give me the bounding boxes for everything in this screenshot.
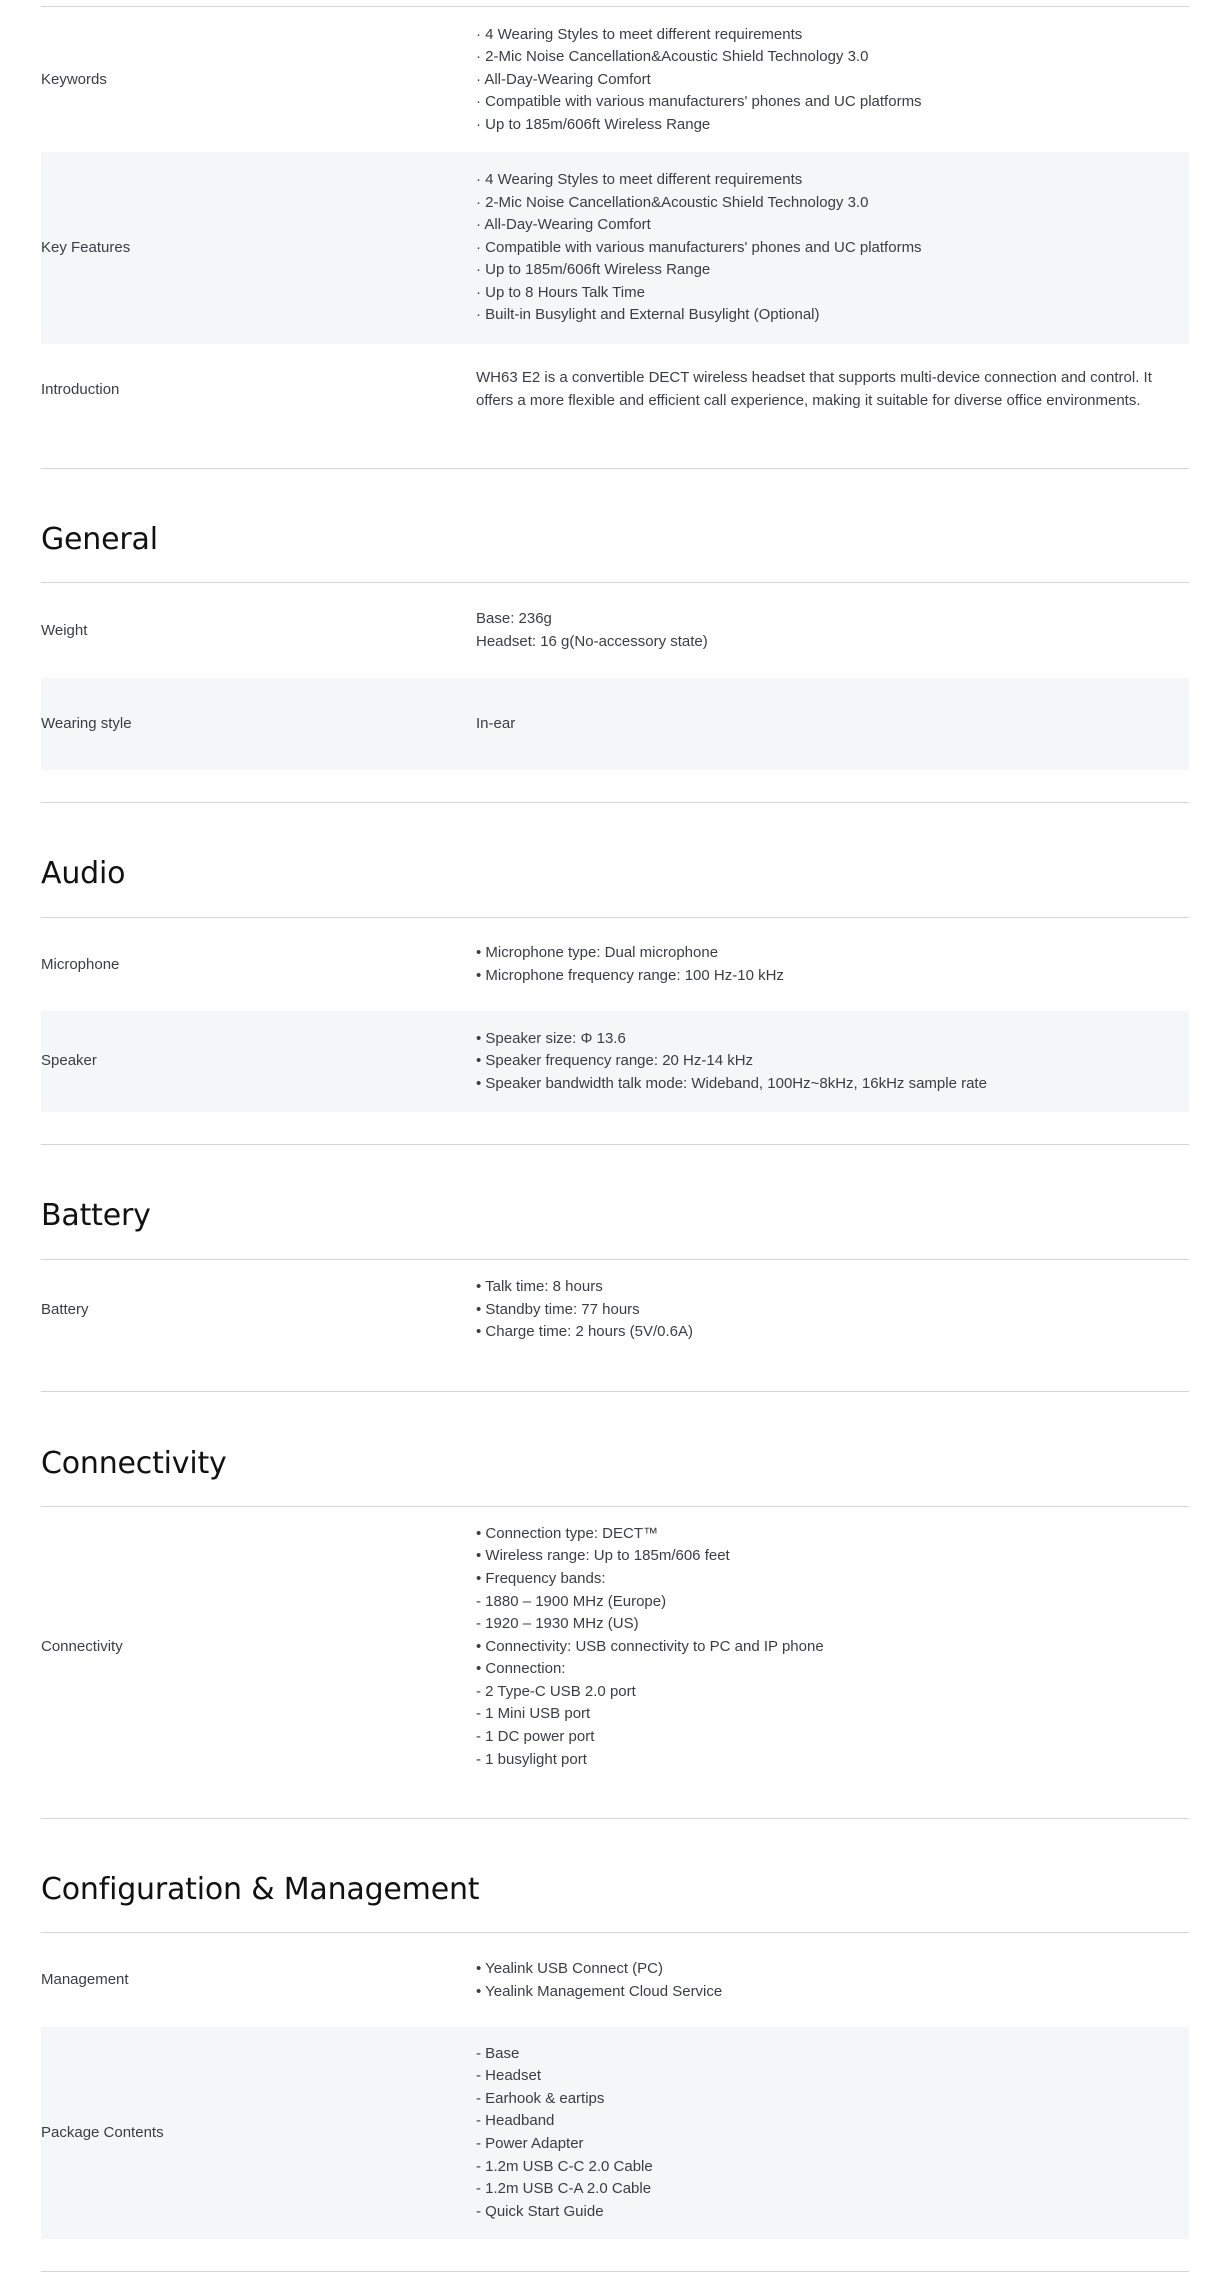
list-item: - 1 DC power port bbox=[476, 1728, 595, 1746]
spec-label: Microphone bbox=[41, 955, 120, 973]
list-item: • Yealink USB Connect (PC) bbox=[476, 1959, 664, 1977]
spec-value bbox=[476, 942, 1189, 987]
list-item: • Microphone frequency range: 100 Hz-10 kHz bbox=[476, 967, 784, 984]
list-item: - Base bbox=[476, 2044, 520, 2062]
section-title-connectivity: Connectivity bbox=[41, 1446, 227, 1481]
spec-row-microphone bbox=[41, 919, 1189, 1011]
spec-row-management bbox=[41, 1934, 1189, 2027]
list-item: · Up to 185m/606ft Wireless Range bbox=[476, 115, 711, 133]
divider bbox=[41, 1259, 1189, 1260]
list-item: - 1920 – 1930 MHz (US) bbox=[476, 1615, 639, 1633]
list-item: · Up to 8 Hours Talk Time bbox=[476, 283, 645, 301]
spec-value bbox=[476, 2043, 1189, 2224]
list-item: · All-Day-Wearing Comfort bbox=[476, 216, 651, 234]
list-item: • Speaker bandwidth talk mode: Wideband, 100Hz~8kHz, 16kHz sample rate bbox=[476, 1074, 987, 1092]
list-item: - Headband bbox=[476, 2112, 555, 2130]
divider bbox=[41, 1506, 1189, 1507]
list-item: · All-Day-Wearing Comfort bbox=[476, 70, 651, 88]
spec-row-key-features bbox=[41, 152, 1189, 344]
spec-label: Weight bbox=[41, 621, 88, 639]
divider bbox=[41, 1932, 1189, 1933]
list-item: · 2-Mic Noise Cancellation&Acoustic Shield Technology 3.0 bbox=[476, 193, 869, 211]
spec-value bbox=[476, 24, 1189, 137]
spec-label: Battery bbox=[41, 1300, 89, 1318]
spec-value bbox=[476, 1028, 1189, 1096]
list-item: • Talk time: 8 hours bbox=[476, 1278, 603, 1296]
spec-value: WH63 E2 is a convertible DECT wireless headset that supports multi-device connection and control. It offers a more flexible and efficient call experience, making it suitable for diverse office environments. bbox=[476, 369, 1152, 409]
spec-label: Management bbox=[41, 1971, 129, 1989]
list-item: • Charge time: 2 hours (5V/0.6A) bbox=[476, 1323, 694, 1341]
spec-label: Wearing style bbox=[41, 714, 132, 732]
list-item: • Connectivity: USB connectivity to PC and IP phone bbox=[476, 1637, 824, 1655]
list-item: - 2 Type-C USB 2.0 port bbox=[476, 1682, 636, 1700]
section-divider bbox=[41, 2271, 1189, 2272]
spec-value bbox=[476, 608, 1189, 653]
spec-row-battery bbox=[41, 1261, 1189, 1359]
list-item: Headset: 16 g(No-accessory state) bbox=[476, 633, 708, 650]
spec-row-keywords bbox=[41, 8, 1189, 152]
list-item: • Connection: bbox=[476, 1660, 566, 1678]
list-item: • Speaker frequency range: 20 Hz-14 kHz bbox=[476, 1052, 754, 1070]
list-item: · 2-Mic Noise Cancellation&Acoustic Shield Technology 3.0 bbox=[476, 48, 869, 66]
section-divider bbox=[41, 1144, 1189, 1145]
list-item: - Quick Start Guide bbox=[476, 2202, 604, 2220]
section-title-configuration: Configuration & Management bbox=[41, 1872, 480, 1907]
section-title-general: General bbox=[41, 522, 158, 557]
spec-label: Package Contents bbox=[41, 2123, 164, 2141]
list-item: • Speaker size: Φ 13.6 bbox=[476, 1029, 626, 1047]
list-item: - 1880 – 1900 MHz (Europe) bbox=[476, 1592, 667, 1610]
spec-value bbox=[476, 1276, 1189, 1344]
list-item: - 1 Mini USB port bbox=[476, 1705, 591, 1723]
spec-label: Connectivity bbox=[41, 1637, 123, 1655]
section-divider bbox=[41, 1818, 1189, 1819]
spec-label: Key Features bbox=[41, 238, 131, 256]
list-item: • Microphone type: Dual microphone bbox=[476, 944, 719, 962]
section-divider bbox=[41, 802, 1189, 803]
list-item: Base: 236g bbox=[476, 610, 552, 628]
spec-row-connectivity bbox=[41, 1508, 1189, 1786]
section-title-audio: Audio bbox=[41, 856, 126, 891]
spec-value bbox=[476, 1958, 1189, 2003]
list-item: · Compatible with various manufacturers' phones and UC platforms bbox=[476, 93, 922, 111]
list-item: • Frequency bands: bbox=[476, 1569, 606, 1587]
list-item: - Headset bbox=[476, 2067, 542, 2085]
spec-row-wearing-style bbox=[41, 678, 1189, 770]
divider bbox=[41, 6, 1189, 7]
section-divider bbox=[41, 1391, 1189, 1392]
list-item: - 1 busylight port bbox=[476, 1750, 587, 1768]
list-item: - Earhook & eartips bbox=[476, 2089, 605, 2107]
spec-row-speaker bbox=[41, 1011, 1189, 1112]
divider bbox=[41, 582, 1189, 583]
list-item: • Connection type: DECT™ bbox=[476, 1524, 658, 1542]
list-item: • Wireless range: Up to 185m/606 feet bbox=[476, 1547, 730, 1565]
section-title-battery: Battery bbox=[41, 1198, 151, 1233]
list-item: · 4 Wearing Styles to meet different requirements bbox=[476, 170, 803, 188]
divider bbox=[41, 917, 1189, 918]
spec-label: Introduction bbox=[41, 380, 120, 398]
section-divider bbox=[41, 468, 1189, 469]
list-item: • Standby time: 77 hours bbox=[476, 1300, 640, 1318]
spec-row-weight bbox=[41, 584, 1189, 678]
spec-row-introduction bbox=[41, 344, 1189, 436]
list-item: · Up to 185m/606ft Wireless Range bbox=[476, 261, 711, 279]
spec-row-package-contents bbox=[41, 2027, 1189, 2239]
spec-value bbox=[476, 713, 1189, 736]
list-item: • Yealink Management Cloud Service bbox=[476, 1982, 723, 2000]
spec-value bbox=[476, 169, 1189, 327]
list-item: · Built-in Busylight and External Busylight (Optional) bbox=[476, 306, 820, 324]
list-item: In-ear bbox=[476, 714, 516, 732]
list-item: - 1.2m USB C-C 2.0 Cable bbox=[476, 2157, 653, 2175]
spec-label: Speaker bbox=[41, 1052, 97, 1070]
spec-label: Keywords bbox=[41, 70, 107, 88]
list-item: · Compatible with various manufacturers' phones and UC platforms bbox=[476, 238, 922, 256]
spec-value bbox=[476, 1523, 1189, 1772]
list-item: - Power Adapter bbox=[476, 2135, 584, 2152]
list-item: - 1.2m USB C-A 2.0 Cable bbox=[476, 2180, 652, 2198]
list-item: · 4 Wearing Styles to meet different requirements bbox=[476, 25, 803, 43]
